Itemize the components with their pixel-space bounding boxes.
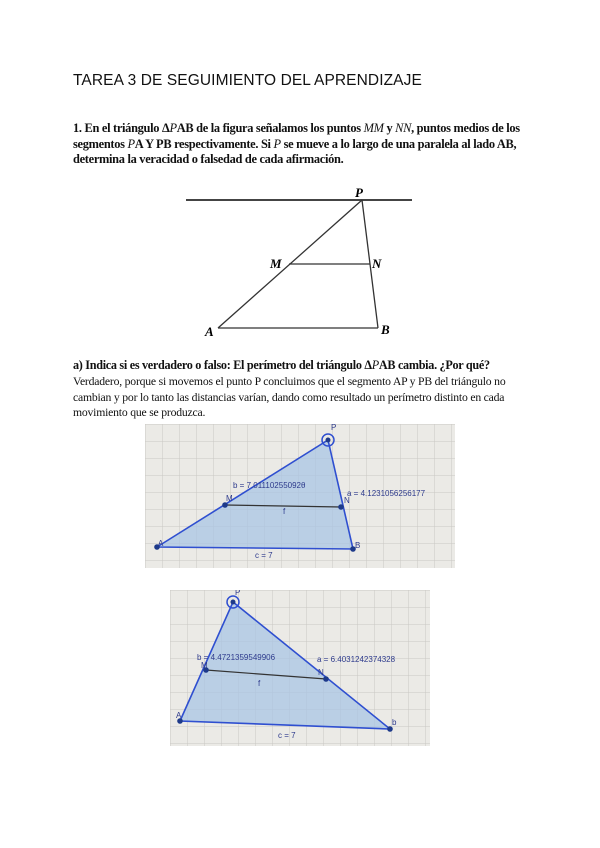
s1-label-n: N xyxy=(344,496,350,505)
s2-side-b: b = 4.4721359549906 xyxy=(197,653,276,662)
s2-label-p: P xyxy=(235,590,241,597)
s1-label-b: B xyxy=(355,541,361,550)
s1-label-a: A xyxy=(158,539,164,548)
answer-a: Verdadero, porque si movemos el punto P concluimos que el segmento AP y PB del triángulo no cambian y por lo tanto las distancias varían, dando como resultado un perímetro distinto en cada movimiento que se produzca. xyxy=(73,375,506,419)
document-title: TAREA 3 DE SEGUIMIENTO DEL APRENDIZAJE xyxy=(73,72,422,89)
question-a: a) Indica si es verdadero o falso: El perímetro del triángulo ΔPAB cambia. ¿Por qué? xyxy=(73,358,490,372)
s1-side-b: b = 7.01110255092θ xyxy=(233,481,306,490)
label-p: P xyxy=(355,185,363,200)
s2-label-m: M xyxy=(201,661,208,670)
s2-label-n: N xyxy=(318,668,324,677)
s1-label-p: P xyxy=(331,424,337,432)
s2-label-b: b xyxy=(392,718,397,727)
s1-side-a: a = 4.1231056256177 xyxy=(347,489,426,498)
label-n: N xyxy=(372,256,382,271)
s1-label-m: M xyxy=(226,494,233,503)
s1-side-c: c = 7 xyxy=(255,551,273,560)
label-a: A xyxy=(205,324,214,339)
question-1: 1. En el triángulo ΔPAB de la figura señalamos los puntos MM y NN, puntos medios de los segmentos PA Y PB respectivamente. Si P se mueve a lo largo de una paralela al lado AB, determina la veracidad o falsedad de cada afirmación. xyxy=(73,121,520,166)
geogebra-screenshot-1 xyxy=(145,424,455,568)
label-b: B xyxy=(381,322,390,337)
s2-side-c: c = 7 xyxy=(278,731,296,740)
s2-label-a: A xyxy=(176,711,182,720)
s1-side-f: f xyxy=(283,507,286,516)
s2-side-f: f xyxy=(258,679,261,688)
geogebra-screenshot-2 xyxy=(170,590,430,746)
label-m: M xyxy=(270,256,282,271)
s2-side-a: a = 6.4031242374328 xyxy=(317,655,396,664)
